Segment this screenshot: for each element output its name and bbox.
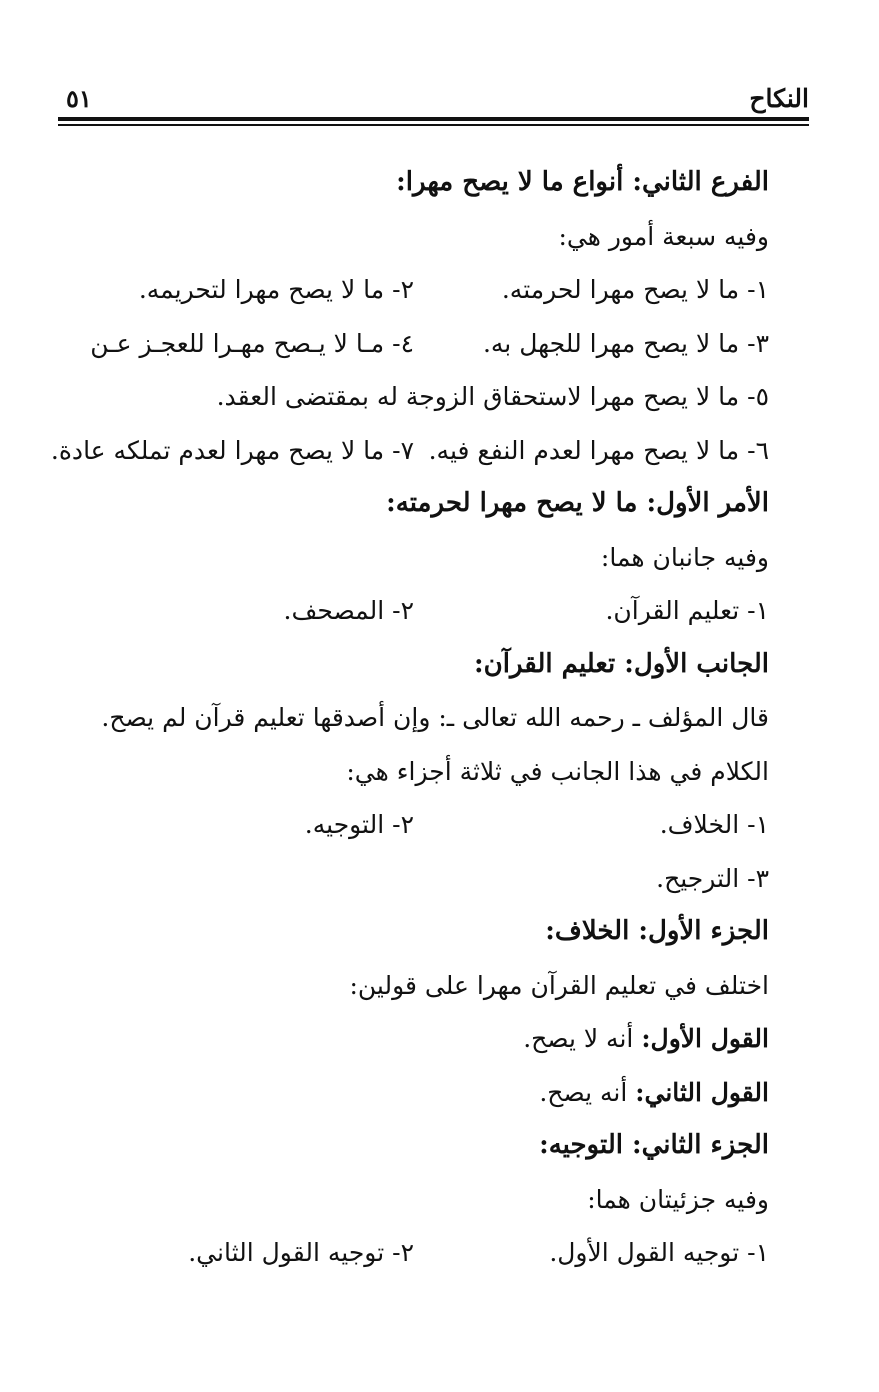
body-line [58,745,769,799]
heading-text: الجزء الأول: الخلاف: [545,916,769,946]
body-line [58,959,769,1013]
list-pair [58,584,769,638]
list-pair [58,1226,769,1280]
section-heading [58,156,769,210]
list-pair [58,263,769,317]
body-text: وفيه جزئيتان هما: [587,1184,769,1214]
opinion-label: القول الأول: [641,1024,769,1053]
list-pair [58,317,769,371]
body-text: وفيه سبعة أمور هي: [558,221,769,251]
section-heading [58,1119,769,1173]
body-text: قال المؤلف ـ رحمه الله تعالى ـ: وإن أصدقها تعليم قرآن لم يصح. [101,703,769,732]
section-heading [58,477,769,531]
body-text: الكلام في هذا الجانب في ثلاثة أجزاء هي: [346,756,769,786]
chapter-title: النكاح [749,84,809,113]
opinion-line [58,1066,769,1120]
body-line [58,1173,769,1227]
heading-text: الجانب الأول: تعليم القرآن: [474,648,769,679]
body-text: اختلف في تعليم القرآن مهرا على قولين: [349,970,769,1000]
heading-text: الجزء الثاني: التوجيه: [539,1130,769,1160]
list-item-right: ١- توجيه القول الأول. [549,1238,769,1267]
body-text: وفيه جانبان هما: [600,542,769,572]
page-header [58,82,809,122]
body-line [58,531,769,585]
header-rule-thick [58,117,809,121]
body-text: ٥- ما لا يصح مهرا لاستحقاق الزوجة له بمقتضى العقد. [216,382,769,411]
opinion-text: أنه لا يصح. [523,1024,642,1053]
body-line [58,210,769,264]
body-text: ٣- الترجيح. [656,863,769,893]
section-heading [58,905,769,959]
list-item-right: ٦- ما لا يصح مهرا لعدم النفع فيه. [428,435,769,465]
list-item-left: ٧- ما لا يصح مهرا لعدم تملكه عادة. [50,435,414,465]
page-number: ٥١ [66,84,92,113]
list-item-left: ٤- مـا لا يـصح مهـرا للعجـز عـن [90,328,414,358]
header-rule-thin [58,124,809,126]
list-item-right: ٣- ما لا يصح مهرا للجهل به. [482,328,769,358]
opinion-label: القول الثاني: [635,1077,769,1107]
body-line [58,691,769,745]
list-item-left: ٢- المصحف. [283,596,414,625]
heading-text: الأمر الأول: ما لا يصح مهرا لحرمته: [386,488,769,518]
list-item-left: ٢- توجيه القول الثاني. [188,1238,414,1267]
page-body [50,156,769,1280]
list-item-right: ١- الخلاف. [659,810,769,839]
list-item-right: ١- تعليم القرآن. [605,596,769,625]
list-item-right: ١- ما لا يصح مهرا لحرمته. [501,275,769,304]
list-item-left: ٢- ما لا يصح مهرا لتحريمه. [138,275,414,304]
heading-text: الفرع الثاني: أنواع ما لا يصح مهرا: [396,167,769,197]
body-line [58,852,769,906]
list-pair [50,424,769,478]
opinion-line [58,1012,769,1066]
list-item-left: ٢- التوجيه. [304,810,414,839]
opinion-text: أنه يصح. [539,1077,636,1107]
section-heading [58,638,769,692]
list-pair [58,798,769,852]
body-line [58,370,769,424]
